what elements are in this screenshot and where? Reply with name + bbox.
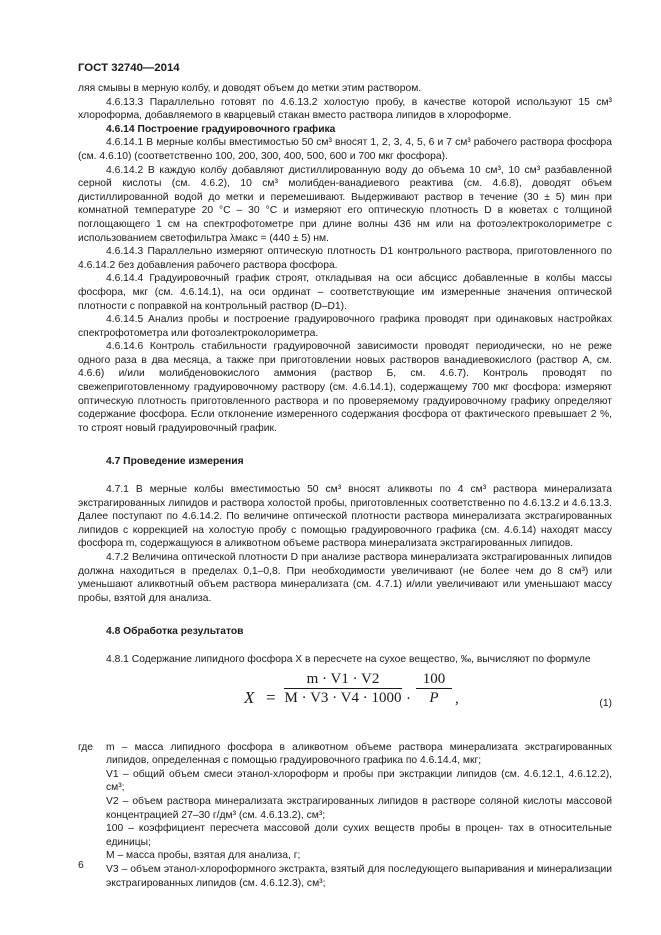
where-label: где <box>78 741 94 753</box>
paragraph-4-8-1: 4.8.1 Содержание липидного фосфора X в пересчете на сухое вещество, ‰, вычисляют по формуле <box>106 653 591 665</box>
paragraph-4-6-14-1: 4.6.14.1 В мерные колбы вместимостью 50 см³ вносят 1, 2, 3, 4, 5, 6 и 7 см³ рабочего раствора фосфора (см. 4.6.10) (соответственно 100, 200, 300, 400, 500, 600 и 700 мкг фосфора). <box>78 137 612 162</box>
definitions-list <box>106 741 612 891</box>
variable-definitions <box>78 741 612 891</box>
standard-code-header: ГОСТ 32740—2014 <box>78 62 180 74</box>
heading-4-8: 4.8 Обработка результатов <box>106 626 244 638</box>
formula-numerator-percent: 100 <box>416 673 452 690</box>
definition-v3: V3 – объем этанол-хлороформного экстракта, взятый для последующего выпаривания и минерализации экстрагированных липидов (см. 4.6.12.3), см³; <box>106 863 612 889</box>
formula-comma: , <box>455 690 459 707</box>
formula-fraction-percent <box>416 670 452 707</box>
paragraph-4-6-14-2: 4.6.14.2 В каждую колбу добавляют дистиллированную воду до объема 10 см³, 10 см³ разбавленной серной кислоты (см. 4.6.2), 10 см³ молибден-ванадиевого реактива (см. 4.6.8), доводят объем дистиллированной водой до метки и перемешивают. Выдерживают раствор в течение (30 ± 5) мин при комнатной температуре 20 °С – 30 °С и измеряют его оптическую плотность D в кюветах с толщиной поглощающего 1 см на спектрофотометре при длине волны 436 нм или на фотоэлектроколориметре с использованием светофильтра λмакс = (440 ± 5) нм. <box>78 164 612 244</box>
formula-denominator-percent: P <box>429 690 439 707</box>
definition-100: 100 – коэффициент пересчета массовой доли сухих веществ пробы в процен- тах в относительные единицы; <box>106 823 612 848</box>
definition-v1: V1 – общий объем смеси этанол-хлороформ и пробы при экстракции липидов (см. 4.6.12.1, 4.6.12.2), см³; <box>106 768 612 794</box>
formula-number: (1) <box>599 697 612 709</box>
page-number: 6 <box>78 860 84 871</box>
formula-dot: · <box>406 690 411 707</box>
formula-equals: = <box>266 687 276 707</box>
definition-v2: V2 – объем раствора минерализата экстрагированных липидов в растворе соляной кислоты массовой концентрацией 27–30 г/дм³ (см. 4.6.13.2), см³; <box>106 795 612 821</box>
heading-4-7: 4.7 Проведение измерения <box>106 456 244 468</box>
definition-m: m – масса липидного фосфора в аликвотном объеме раствора минерализата экстрагированных липидов, определенная с помощью градуировочного графика по 4.6.14.4, мкг; <box>106 741 612 767</box>
formula-fraction-main <box>284 670 402 707</box>
paragraph-4-6-13-3: 4.6.13.3 Параллельно готовят по 4.6.13.2 холостую пробу, в качестве которой используют 15 см³ хлороформа, добавляемого в кварцевый стакан вместо раствора липидов в хлороформе. <box>78 96 612 122</box>
paragraph-4-7-1: 4.7.1 В мерные колбы вместимостью 50 см³ вносят аликвоты по 4 см³ раствора минерализата экстрагированных липидов и раствора холостой пробы, приготовленных соответственно по 4.6.13.2 и 4.6.13.3. Далее поступают по 4.6.14.2. По величине оптической плотности раствора минерализата экстрагированных липидов с коррекцией на холостую пробу с помощью градуировочного графика (см. 4.6.14) находят массу фосфора m, содержащуюся в аликвотном объеме раствора минерализата экстрагированных липидов. <box>78 484 612 550</box>
formula-lhs: X <box>244 687 255 707</box>
paragraph-4-6-14-6: 4.6.14.6 Контроль стабильности градуировочной зависимости проводят периодически, но не реже одного раза в два месяца, а также при приготовлении новых растворов ванадиевокислого (раствор А, см. 4.6.6) и/или молибденовокислого аммония (раствор Б, см. 4.6.7). Контроль проводят по свежеприготовленному градуировочному раствору (см. 4.6.14.1), содержащему 700 мкг фосфора: измеряют оптическую плотность приготовленного раствора и по проверяемому градуировочному графику определяют содержание фосфора. Если отклонение измеренного содержания фосфора от фактического превышает 2 %, то строят новый градуировочный график. <box>78 341 612 434</box>
formula-denominator-main: M · V3 · V4 · 1000 <box>284 690 402 707</box>
paragraph-4-6-14-5: 4.6.14.5 Анализ пробы и построение градуировочного графика проводят при одинаковых настройках спектрофотометра или фотоэлектроколориметра. <box>78 314 612 339</box>
heading-4-6-14: 4.6.14 Построение градуировочного графика <box>106 123 336 135</box>
paragraph-4-6-14-3: 4.6.14.3 Параллельно измеряют оптическую плотность D1 контрольного раствора, приготовленного по 4.6.14.2 без добавления рабочего раствора фосфора. <box>78 246 612 271</box>
paragraph-4-7-2: 4.7.2 Величина оптической плотности D при анализе раствора минерализата экстрагированных липидов должна находиться в пределах 0,1–0,8. При необходимости увеличивают (не более чем до 8 см³) или уменьшают аликвотный объем раствора минерализата (см. 4.7.1) и/или увеличивают или уменьшают массу пробы, взятой для анализа. <box>78 552 612 604</box>
paragraph-continuation: ляя смывы в мерную колбу, и доводят объем до метки этим раствором. <box>78 83 422 94</box>
document-body <box>78 82 612 890</box>
paragraph-4-6-14-4: 4.6.14.4 Градуировочный график строят, откладывая на оси абсцисс добавленные в колбы массы фосфора, мкг (см. 4.6.14.1), на оси ординат – соответствующие им измеренные значения оптической плотности с поправкой на контрольный раствор (D–D1). <box>78 273 612 312</box>
definition-mass: M – масса пробы, взятая для анализа, г; <box>106 850 301 862</box>
formula-numerator-main: m · V1 · V2 <box>284 673 402 690</box>
formula-1 <box>78 671 612 735</box>
